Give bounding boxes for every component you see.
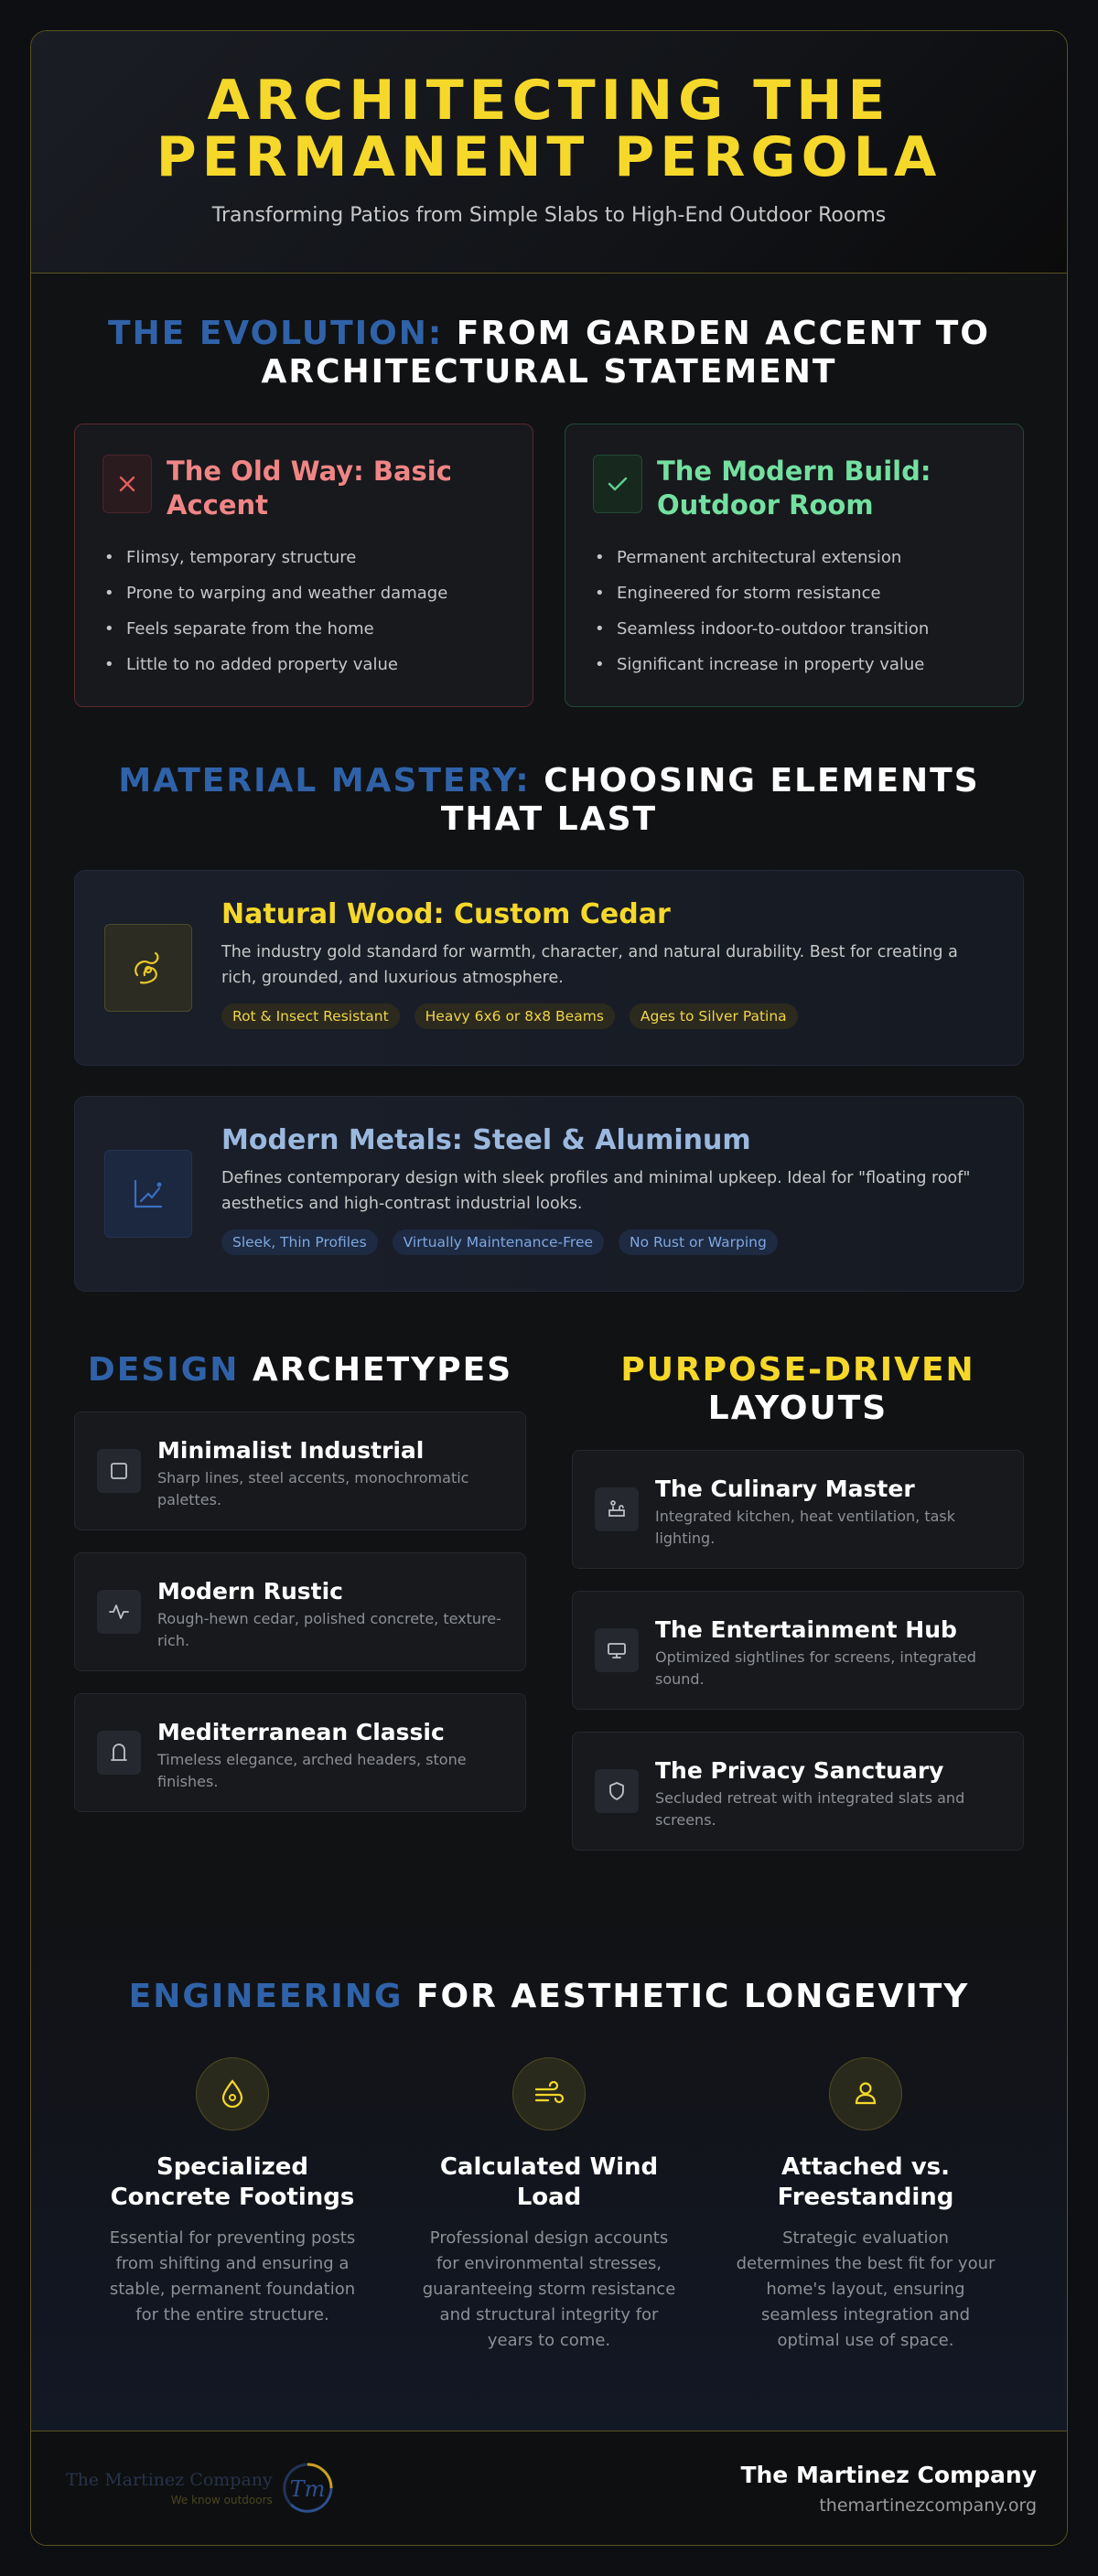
page-subtitle: Transforming Patios from Simple Slabs to High-End Outdoor Rooms xyxy=(211,204,887,227)
layout-desc: Optimized sightlines for screens, integrated sound. xyxy=(655,1648,976,1688)
list-item: • Seamless indoor-to-outdoor transition xyxy=(593,619,996,639)
list-item: • Little to no added property value xyxy=(102,655,505,674)
logo-tagline: We know outdoors xyxy=(170,2494,273,2506)
metal-tag: Sleek, Thin Profiles xyxy=(221,1229,378,1255)
old-way-title: The Old Way: Basic Accent xyxy=(167,456,452,521)
archetype-title: Minimalist Industrial xyxy=(157,1437,425,1464)
x-icon xyxy=(102,455,152,513)
layout-desc: Secluded retreat with integrated slats and screens. xyxy=(655,1789,965,1829)
metal-material-desc: Defines contemporary design with sleek profiles and minimal upkeep. Ideal for "floating roof" aesthetics and high-contrast industrial looks. xyxy=(221,1169,971,1213)
archetype-item xyxy=(74,1552,526,1671)
archetypes-title-rest: ARCHETYPES xyxy=(239,1351,513,1389)
list-item: • Flimsy, temporary structure xyxy=(102,548,505,567)
wind-icon xyxy=(512,2057,586,2131)
metal-material-card xyxy=(74,1096,1024,1292)
engineering-item-desc: Professional design accounts for environmental stresses, guaranteeing storm resistance and structural integrity for years to come. xyxy=(422,2228,676,2350)
logo-monogram-text: Tm xyxy=(289,2476,326,2502)
old-way-list xyxy=(102,548,505,674)
footer-url[interactable]: themartinezcompany.org xyxy=(819,2495,1037,2516)
title-line-1: ARCHITECTING THE xyxy=(207,69,891,133)
engineering-section xyxy=(31,1914,1067,2453)
archetype-title: Modern Rustic xyxy=(157,1578,344,1605)
chef-icon xyxy=(595,1487,639,1531)
layout-item xyxy=(572,1591,1024,1710)
archetype-title: Mediterranean Classic xyxy=(157,1719,445,1745)
arch-icon xyxy=(97,1731,141,1775)
archetypes-title-accent: DESIGN xyxy=(87,1351,240,1389)
layout-desc: Integrated kitchen, heat ventilation, task lighting. xyxy=(655,1508,956,1547)
engineering-item xyxy=(74,2057,391,2354)
engineering-item-title: Specialized Concrete Footings xyxy=(110,2153,355,2211)
layouts-column xyxy=(572,1351,1024,1873)
archetypes-column xyxy=(74,1351,526,1873)
archetype-item xyxy=(74,1693,526,1812)
layout-title: The Privacy Sanctuary xyxy=(655,1757,944,1784)
chart-line-icon xyxy=(104,1150,192,1238)
layout-item xyxy=(572,1732,1024,1851)
layout-title: The Culinary Master xyxy=(655,1476,915,1502)
engineering-item xyxy=(707,2057,1024,2354)
engineering-item xyxy=(391,2057,707,2354)
company-logo xyxy=(66,2459,337,2517)
engineering-title-rest: FOR AESTHETIC LONGEVITY xyxy=(403,1978,970,2015)
infographic-frame xyxy=(30,30,1068,2546)
person-icon xyxy=(829,2057,902,2131)
archetype-desc: Timeless elegance, arched headers, stone finishes. xyxy=(157,1751,467,1790)
list-item: • Engineered for storm resistance xyxy=(593,584,996,603)
monitor-icon xyxy=(595,1628,639,1672)
layout-title: The Entertainment Hub xyxy=(655,1616,957,1643)
metal-tag: Virtually Maintenance-Free xyxy=(393,1229,604,1255)
check-icon xyxy=(593,455,642,513)
wood-material-card xyxy=(74,870,1024,1066)
square-icon xyxy=(97,1449,141,1493)
droplet-icon xyxy=(196,2057,269,2131)
archetypes-layouts-section xyxy=(31,1292,1067,1873)
engineering-item-desc: Essential for preventing posts from shifting and ensuring a stable, permanent foundation for the entire structure. xyxy=(109,2228,356,2324)
materials-title-rest: CHOOSING ELEMENTS THAT LAST xyxy=(440,762,980,838)
logo-name: The Martinez Company xyxy=(66,2470,273,2490)
activity-icon xyxy=(97,1590,141,1634)
materials-title-accent: MATERIAL MASTERY: xyxy=(118,762,531,800)
materials-title xyxy=(74,762,1024,839)
list-item: • Prone to warping and weather damage xyxy=(102,584,505,603)
layouts-title xyxy=(572,1351,1024,1428)
layouts-title-rest: LAYOUTS xyxy=(707,1390,888,1427)
footer-company-name: The Martinez Company xyxy=(740,2461,1037,2488)
archetypes-title xyxy=(74,1351,526,1390)
list-item: • Feels separate from the home xyxy=(102,619,505,639)
engineering-title-accent: ENGINEERING xyxy=(128,1978,404,2015)
evolution-title-accent: THE EVOLUTION: xyxy=(108,315,444,352)
archetype-desc: Sharp lines, steel accents, monochromatic palettes. xyxy=(157,1469,469,1508)
metal-tag: No Rust or Warping xyxy=(619,1229,778,1255)
engineering-item-title: Attached vs. Freestanding xyxy=(777,2153,954,2211)
modern-build-list xyxy=(593,548,996,674)
evolution-title xyxy=(74,315,1024,392)
shield-icon xyxy=(595,1769,639,1813)
wood-tag: Rot & Insect Resistant xyxy=(221,1004,400,1029)
archetype-item xyxy=(74,1411,526,1530)
logo-monogram-icon xyxy=(278,2459,337,2517)
layout-item xyxy=(572,1450,1024,1569)
engineering-item-title: Calculated Wind Load xyxy=(439,2153,659,2211)
archetype-desc: Rough-hewn cedar, polished concrete, texture-rich. xyxy=(157,1610,501,1649)
wood-material-desc: The industry gold standard for warmth, character, and natural durability. Best for creating a rich, grounded, and luxurious atmosphere. xyxy=(221,943,958,987)
evolution-section xyxy=(31,274,1067,707)
layouts-title-accent: PURPOSE-DRIVEN xyxy=(620,1351,975,1389)
wood-grain-icon xyxy=(104,924,192,1012)
list-item: • Significant increase in property value xyxy=(593,655,996,674)
materials-section xyxy=(31,707,1067,1292)
footer xyxy=(31,2431,1067,2545)
wood-material-title: Natural Wood: Custom Cedar xyxy=(221,898,671,930)
engineering-item-desc: Strategic evaluation determines the best fit for your home's layout, ensuring seamless integration and optimal use of space. xyxy=(736,2228,996,2350)
metal-material-title: Modern Metals: Steel & Aluminum xyxy=(221,1124,751,1156)
modern-build-title: The Modern Build: Outdoor Room xyxy=(657,456,931,521)
page-title xyxy=(31,69,1067,189)
list-item: • Permanent architectural extension xyxy=(593,548,996,567)
wood-tag: Heavy 6x6 or 8x8 Beams xyxy=(414,1004,615,1029)
evolution-title-rest: FROM GARDEN ACCENT TO ARCHITECTURAL STATEMENT xyxy=(261,315,990,391)
title-line-2: PERMANENT PERGOLA xyxy=(156,125,942,189)
wood-tag: Ages to Silver Patina xyxy=(630,1004,798,1029)
old-way-card xyxy=(74,424,533,707)
engineering-title xyxy=(74,1978,1024,2016)
modern-build-card xyxy=(565,424,1024,707)
header xyxy=(31,31,1067,274)
